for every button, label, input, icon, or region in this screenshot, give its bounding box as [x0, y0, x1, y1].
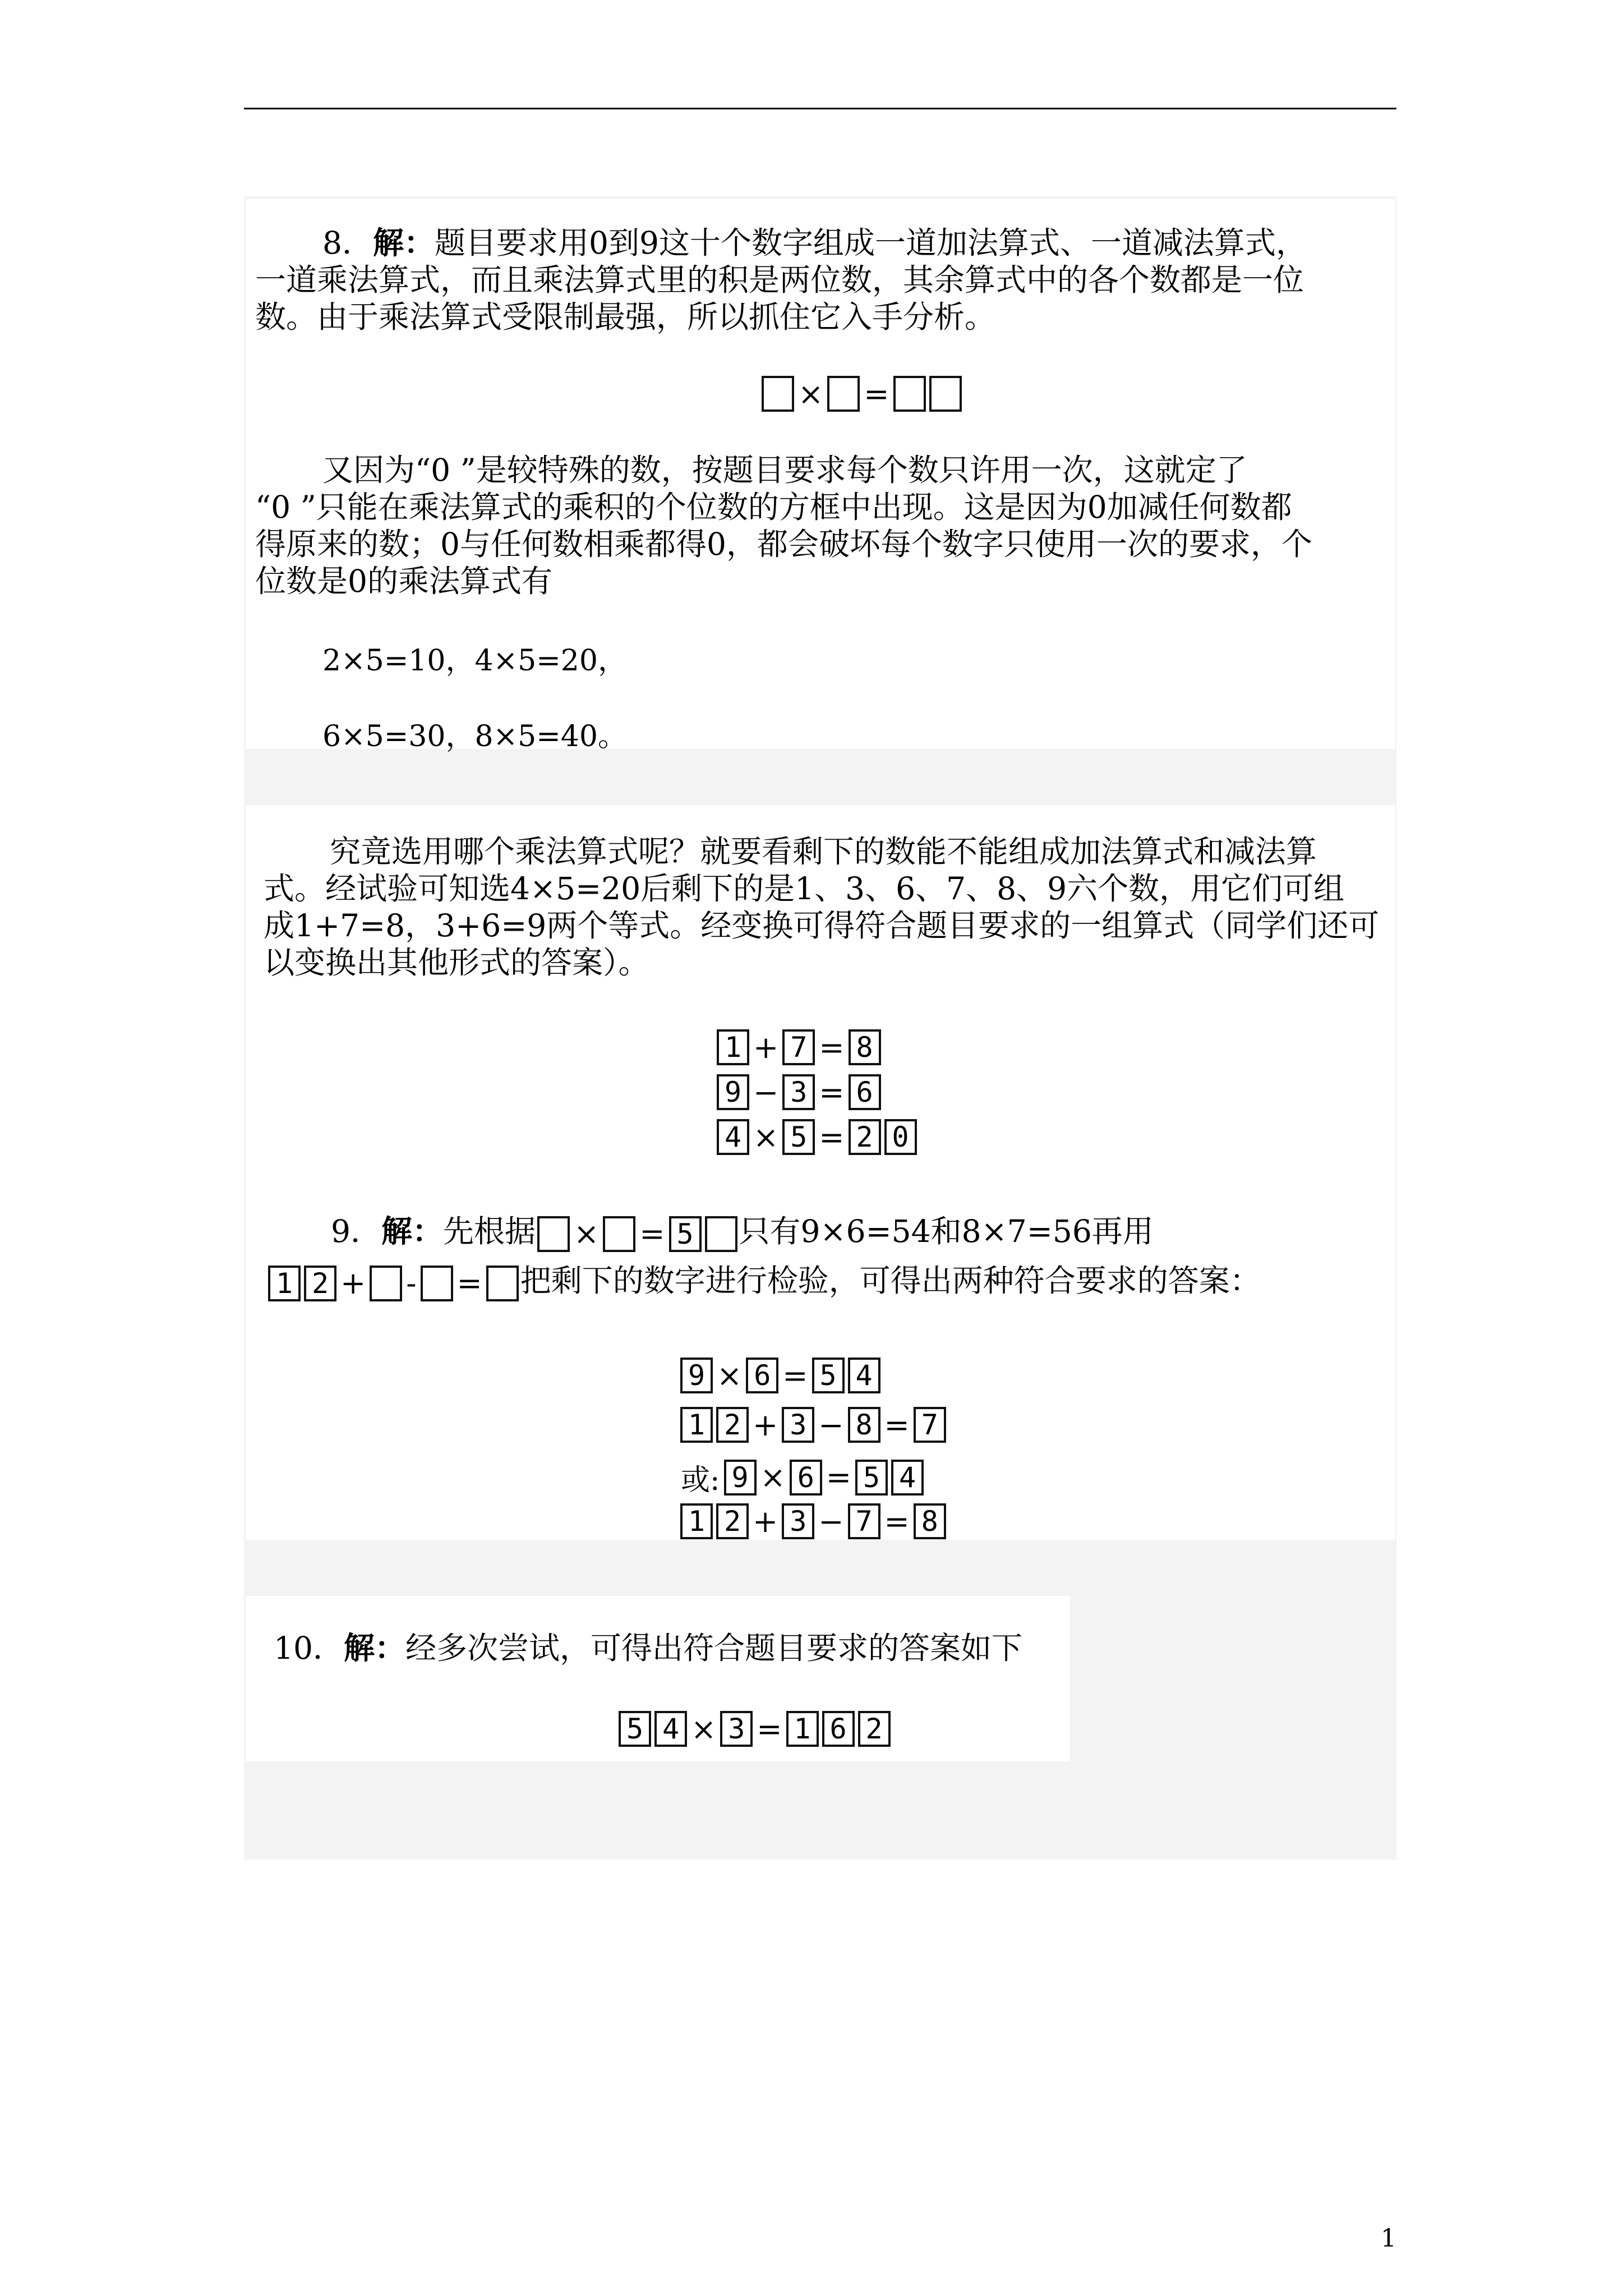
operator: =: [782, 1358, 808, 1393]
digit-box: 7: [914, 1407, 946, 1443]
s9-answer-1: [679, 1358, 882, 1397]
s8-p2-l2: “0 ”只能在乘法算式的乘积的个位数的方框中出现。这是因为0加减任何数都: [255, 489, 1292, 525]
digit-box: 6: [746, 1358, 778, 1393]
digit-box: 3: [782, 1074, 815, 1110]
s9-number: 9．: [331, 1213, 381, 1249]
operator: +: [340, 1266, 366, 1301]
s9-tail: 把剩下的数字进行检验，可得出两种符合要求的答案：: [520, 1263, 1261, 1299]
empty-box: [603, 1216, 635, 1252]
digit-box: 1: [268, 1266, 301, 1301]
s9-lead: 先根据: [443, 1213, 536, 1249]
digit-box: 3: [782, 1407, 814, 1443]
digit-box: 2: [849, 1119, 881, 1155]
digit-box: 8: [914, 1503, 946, 1539]
digit-box: 1: [786, 1711, 819, 1747]
s8-answer-row-3: [715, 1119, 919, 1158]
operator: =: [819, 1074, 845, 1110]
digit-box: 2: [304, 1266, 336, 1301]
digit-box: 5: [669, 1216, 702, 1252]
digit-box: 1: [717, 1029, 749, 1065]
s9-answer-4: [679, 1503, 948, 1543]
digit-box: 3: [720, 1711, 753, 1747]
s8-p3-l3: 成1+7=8，3+6=9两个等式。经变换可得符合题目要求的一组算式（同学们还可: [264, 908, 1380, 944]
s8-line-1: [322, 224, 1307, 261]
digit-box: 3: [782, 1503, 814, 1539]
digit-box: 1: [680, 1503, 713, 1539]
empty-box: [486, 1266, 519, 1301]
digit-box: 6: [790, 1460, 822, 1496]
operator: −: [753, 1074, 779, 1110]
header-rule: [244, 108, 1396, 109]
digit-box: 5: [619, 1711, 651, 1747]
s9-or: 或:: [681, 1464, 720, 1497]
s10-text: 经多次尝试，可得出符合题目要求的答案如下: [405, 1630, 1023, 1666]
digit-box: 4: [654, 1711, 687, 1747]
s9-line-2: [266, 1261, 1261, 1300]
operator: +: [753, 1029, 779, 1065]
digit-box: 5: [812, 1358, 845, 1393]
s9-line-1: [331, 1212, 1154, 1251]
operator: =: [884, 1407, 910, 1443]
operator: =: [757, 1711, 782, 1747]
operator: ×: [717, 1358, 743, 1393]
s9-jie: 解：: [381, 1213, 444, 1249]
s8-p2-l4: 位数是0的乘法算式有: [255, 563, 552, 599]
operator: −: [818, 1407, 844, 1443]
operator: =: [819, 1119, 845, 1155]
digit-box: 0: [884, 1119, 917, 1155]
s8-p3-l4: 以变换出其他形式的答案）。: [264, 945, 649, 981]
s8-pattern-eq: =: [864, 376, 889, 412]
digit-box: 8: [848, 1407, 880, 1443]
s8-pattern: [760, 376, 963, 415]
digit-box: 6: [849, 1074, 881, 1110]
empty-box: [762, 376, 794, 412]
empty-box: [929, 376, 962, 412]
digit-box: 8: [849, 1029, 881, 1065]
operator: −: [818, 1503, 844, 1539]
s9-mid: 只有9×6=54和8×7=56再用: [739, 1213, 1154, 1249]
s8-answer-row-1: [715, 1029, 883, 1069]
s8-p1-l1: 题目要求用0到9这十个数字组成一道加法算式、一道减法算式，: [435, 225, 1307, 261]
empty-box: [827, 376, 860, 412]
empty-box: [537, 1216, 570, 1252]
operator: ×: [574, 1216, 600, 1251]
operator: ×: [760, 1460, 786, 1495]
s8-eq-1: 2×5=10，4×5=20，: [322, 644, 627, 678]
digit-box: 9: [680, 1358, 713, 1393]
digit-box: 4: [848, 1358, 880, 1393]
page-number: 1: [1381, 2224, 1396, 2253]
s10-line: [274, 1630, 1022, 1667]
digit-box: 4: [891, 1460, 924, 1496]
s8-p1-l2: 一道乘法算式，而且乘法算式里的积是两位数，其余算式中的各个数都是一位: [255, 262, 1304, 298]
s8-jie: 解：: [373, 224, 435, 261]
digit-box: 5: [855, 1460, 888, 1496]
digit-box: 7: [848, 1503, 880, 1539]
digit-box: 2: [716, 1407, 749, 1443]
operator: ×: [753, 1119, 779, 1155]
s8-number: 8．: [322, 225, 373, 261]
s8-p2-l1: 又因为“0 ”是较特殊的数，按题目要求每个数只许用一次，这就定了: [322, 452, 1247, 488]
s8-p1-l3: 数。由于乘法算式受限制最强，所以抓住它入手分析。: [255, 299, 996, 335]
operator: =: [639, 1216, 665, 1251]
digit-box: 9: [724, 1460, 757, 1496]
digit-box: 2: [716, 1503, 749, 1539]
s8-eq-2: 6×5=30，8×5=40。: [322, 720, 627, 753]
operator: +: [753, 1407, 778, 1443]
s9-answer-2: [679, 1407, 948, 1446]
s8-answer-row-2: [715, 1074, 883, 1114]
digit-box: 6: [822, 1711, 855, 1747]
operator: +: [753, 1503, 778, 1539]
s9-answer-3: [679, 1456, 925, 1496]
digit-box: 2: [858, 1711, 891, 1747]
s8-p2-l3: 得原来的数；0与任何数相乘都得0，都会破坏每个数字只使用一次的要求，个: [255, 526, 1312, 562]
s10-jie: 解：: [344, 1630, 406, 1666]
operator: =: [457, 1266, 482, 1301]
digit-box: 1: [680, 1407, 713, 1443]
empty-box: [705, 1216, 737, 1252]
operator: ×: [691, 1711, 717, 1747]
empty-box: [370, 1266, 402, 1301]
s8-p3-l2: 式。经试验可知选4×5=20后剩下的是1、3、6、7、8、9六个数，用它们可组: [264, 871, 1345, 907]
operator: =: [884, 1503, 910, 1539]
empty-box: [893, 376, 926, 412]
s10-number: 10．: [274, 1630, 344, 1666]
s8-pattern-times: ×: [798, 376, 824, 412]
s10-answer: [617, 1711, 892, 1750]
digit-box: 7: [782, 1029, 815, 1065]
operator: =: [826, 1460, 852, 1495]
s8-p3-l1: 究竟选用哪个乘法算式呢？就要看剩下的数能不能组成加法算式和减法算: [330, 834, 1317, 869]
operator: =: [819, 1029, 845, 1065]
digit-box: 9: [717, 1074, 749, 1110]
empty-box: [421, 1266, 453, 1301]
digit-box: 5: [782, 1119, 815, 1155]
operator: -: [406, 1266, 417, 1301]
digit-box: 4: [717, 1119, 749, 1155]
